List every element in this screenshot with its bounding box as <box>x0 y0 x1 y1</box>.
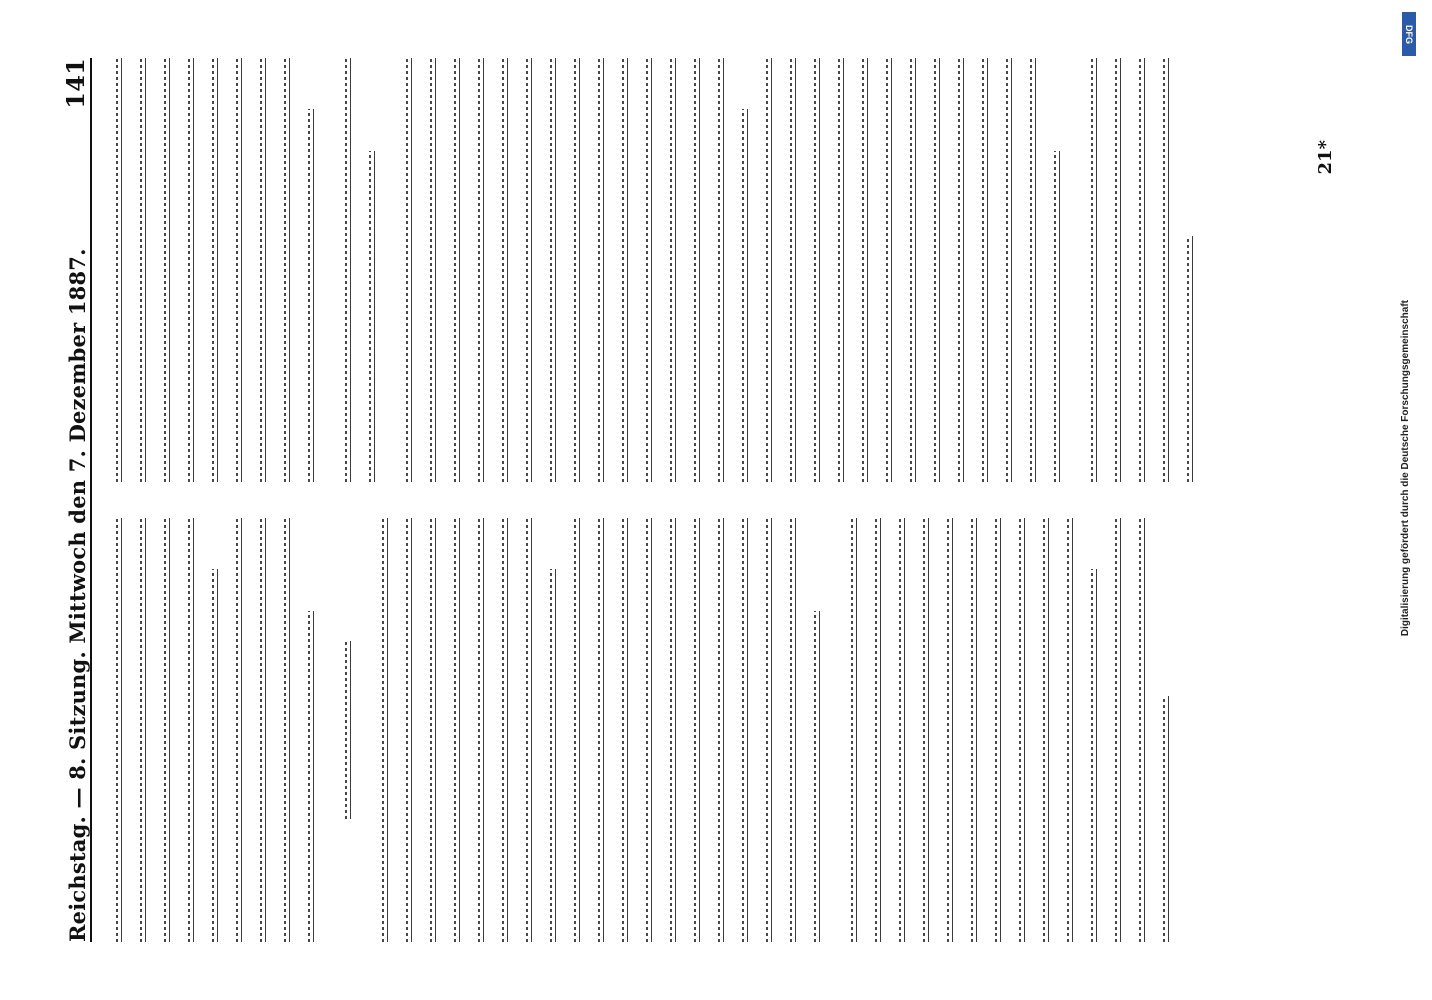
text-line <box>830 58 849 482</box>
text-line <box>590 518 609 942</box>
text-line <box>337 58 356 482</box>
text-line <box>1155 58 1174 482</box>
text-line <box>758 58 777 482</box>
text-line <box>276 58 295 482</box>
text-line <box>300 109 319 482</box>
text-line <box>734 109 753 482</box>
text-line <box>398 518 417 942</box>
text-line <box>614 518 633 942</box>
dfg-side-stamp <box>1400 0 1418 1000</box>
text-line <box>806 58 825 482</box>
text-line <box>686 518 705 942</box>
text-line <box>1131 518 1150 942</box>
text-line <box>180 58 199 482</box>
text-line <box>854 58 873 482</box>
paragraph-spacer <box>1070 58 1083 482</box>
text-line <box>963 518 982 942</box>
text-line <box>156 58 175 482</box>
page-header <box>48 58 92 942</box>
dfg-logo: DFG <box>1402 12 1416 56</box>
text-line <box>950 58 969 482</box>
paragraph-spacer <box>385 58 398 482</box>
paragraph-spacer <box>361 518 374 942</box>
text-line <box>1083 58 1102 482</box>
text-line <box>939 518 958 942</box>
text-line <box>710 518 729 942</box>
text-line <box>915 518 934 942</box>
dfg-watermark-text: Digitalisierung gefördert durch die Deutsche Forschungsgemeinschaft <box>1400 300 1411 637</box>
text-line <box>998 58 1017 482</box>
text-line <box>108 58 127 482</box>
text-line <box>156 518 175 942</box>
text-line <box>1083 569 1102 942</box>
text-line <box>867 518 886 942</box>
text-line <box>228 518 247 942</box>
text-line <box>638 518 657 942</box>
text-line <box>782 58 801 482</box>
text-line <box>662 58 681 482</box>
text-line <box>614 58 633 482</box>
paragraph-spacer <box>324 58 337 482</box>
page-title: Reichstag. — 8. Sitzung. Mittwoch den 7. Dezember 1887. <box>65 248 90 942</box>
text-line <box>758 518 777 942</box>
page-signature: 21* <box>1315 140 1336 175</box>
text-line <box>638 58 657 482</box>
text-line <box>1131 58 1150 482</box>
text-line <box>422 518 441 942</box>
page-number: 141 <box>61 58 90 109</box>
text-line <box>398 58 417 482</box>
text-line <box>710 58 729 482</box>
text-line <box>974 58 993 482</box>
text-line <box>1022 58 1041 482</box>
text-line <box>926 58 945 482</box>
text-line <box>1107 518 1126 942</box>
text-line <box>878 58 897 482</box>
text-line <box>566 58 585 482</box>
text-line <box>734 518 753 942</box>
text-line <box>494 58 513 482</box>
text-line <box>204 58 223 482</box>
text-line <box>891 518 910 942</box>
text-line <box>361 151 380 482</box>
text-line <box>1179 236 1198 482</box>
text-line <box>446 518 465 942</box>
text-line <box>542 569 561 942</box>
text-line <box>374 518 393 942</box>
text-line <box>132 518 151 942</box>
text-line <box>470 58 489 482</box>
text-line <box>204 569 223 942</box>
text-line <box>108 518 127 942</box>
text-line <box>542 58 561 482</box>
text-line <box>566 518 585 942</box>
text-line <box>1155 696 1174 942</box>
rotated-document-page <box>20 0 1360 1000</box>
text-line <box>422 58 441 482</box>
text-line <box>686 58 705 482</box>
left-column <box>108 518 1318 942</box>
text-line <box>180 518 199 942</box>
text-line <box>1035 518 1054 942</box>
text-line <box>276 518 295 942</box>
text-line <box>590 58 609 482</box>
text-line <box>902 58 921 482</box>
text-line <box>1046 151 1065 482</box>
text-line <box>987 518 1006 942</box>
text-line <box>337 641 356 819</box>
text-line <box>1011 518 1030 942</box>
text-line <box>228 58 247 482</box>
text-line <box>806 611 825 942</box>
text-line <box>518 518 537 942</box>
text-line <box>494 518 513 942</box>
text-line <box>132 58 151 482</box>
text-line <box>252 58 271 482</box>
text-line <box>1059 518 1078 942</box>
text-line <box>1107 58 1126 482</box>
paragraph-spacer <box>324 518 337 942</box>
text-line <box>662 518 681 942</box>
text-line <box>843 518 862 942</box>
text-line <box>300 611 319 942</box>
document-columns <box>108 58 1318 942</box>
text-line <box>470 518 489 942</box>
right-column <box>108 58 1318 482</box>
paragraph-spacer <box>830 518 843 942</box>
text-line <box>446 58 465 482</box>
text-line <box>518 58 537 482</box>
text-line <box>782 518 801 942</box>
text-line <box>252 518 271 942</box>
